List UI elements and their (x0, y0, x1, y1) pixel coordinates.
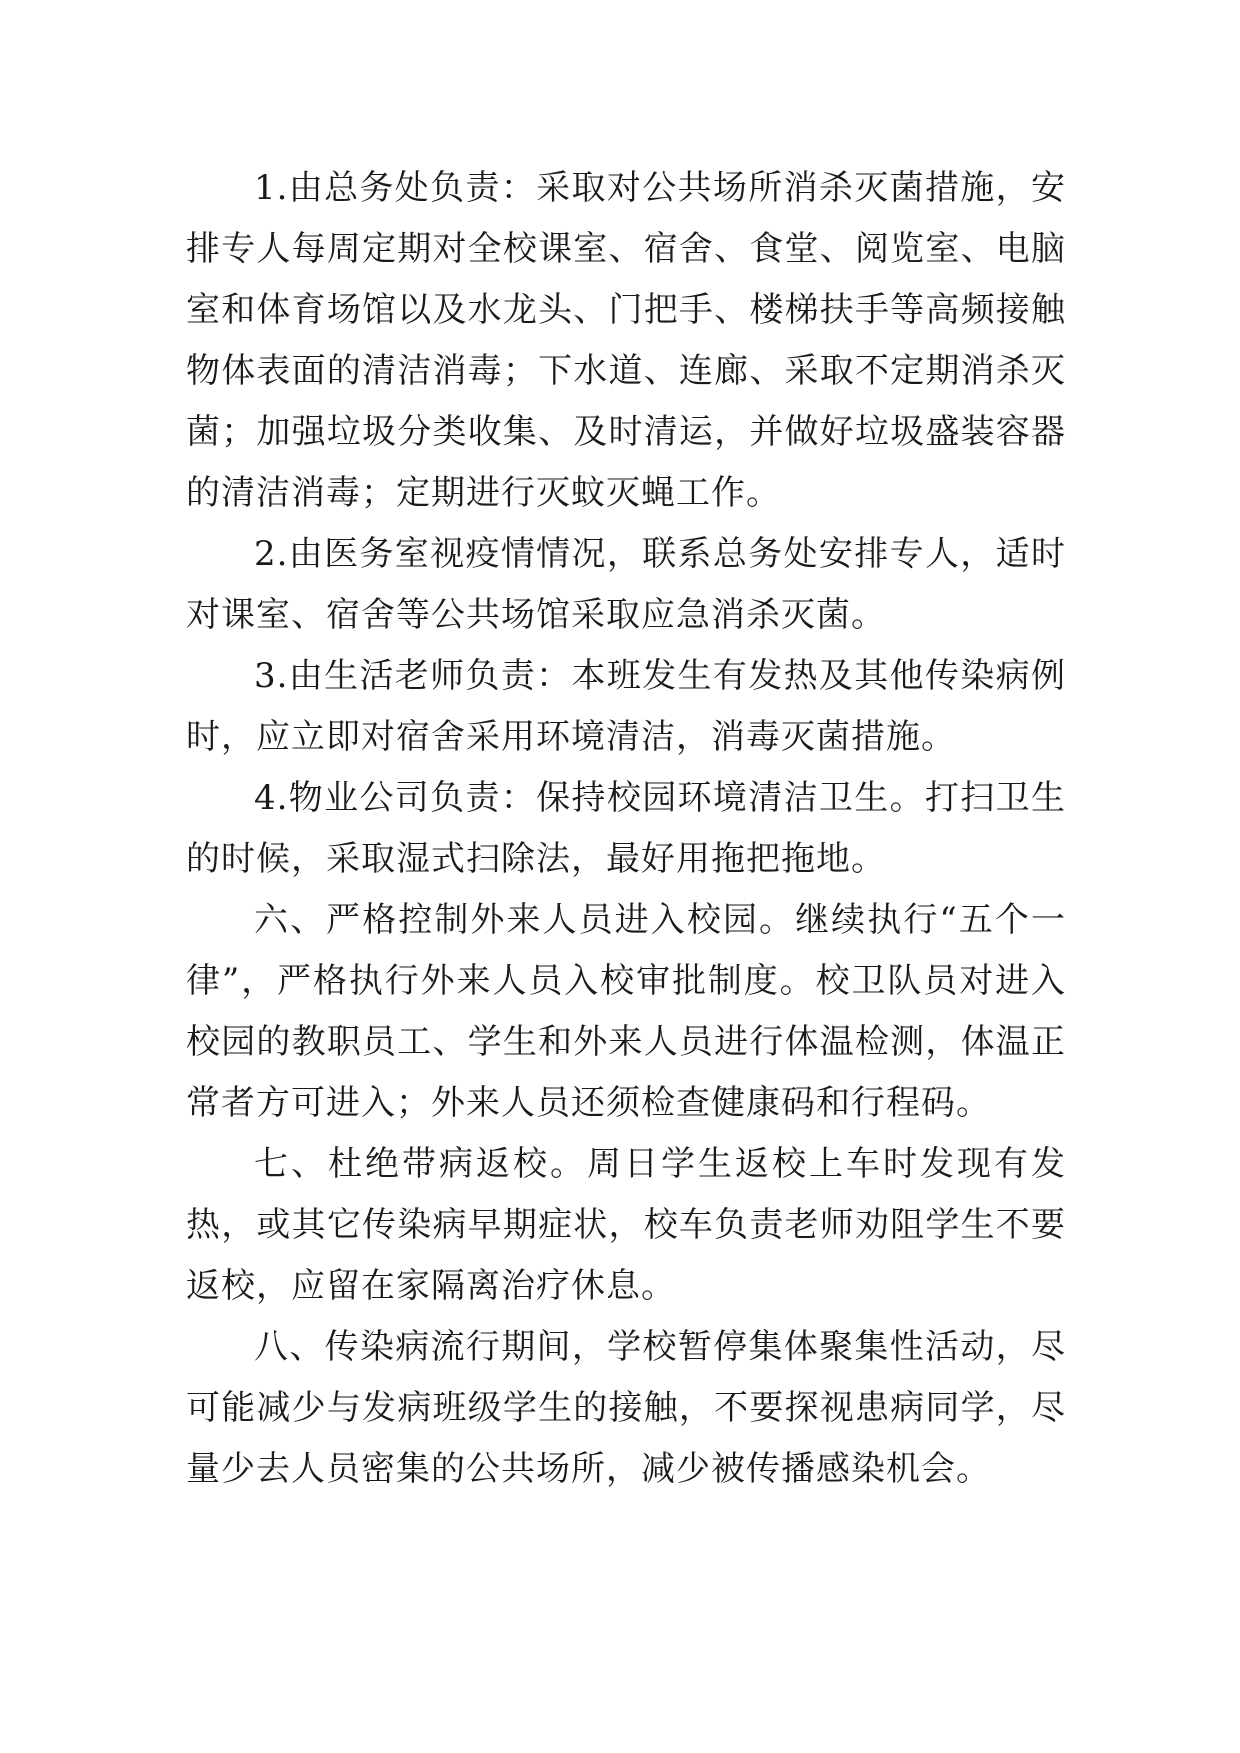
paragraph-item-4: 4.物业公司负责：保持校园环境清洁卫生。打扫卫生的时候，采取湿式扫除法，最好用拖把拖地。 (186, 778, 1066, 879)
paragraph-item-1: 1.由总务处负责：采取对公共场所消杀灭菌措施，安排专人每周定期对全校课室、宿舍、食堂、阅览室、电脑室和体育场馆以及水龙头、门把手、楼梯扶手等高频接触物体表面的清洁消毒；下水道、连廊、采取不定期消杀灭菌；加强垃圾分类收集、及时清运，并做好垃圾盛装容器的清洁消毒；定期进行灭蚊灭蝇工作。 (186, 168, 1066, 513)
paragraph-item-3: 3.由生活老师负责：本班发生有发热及其他传染病例时，应立即对宿舍采用环境清洁，消毒灭菌措施。 (186, 656, 1066, 757)
paragraph-section-7: 七、杜绝带病返校。周日学生返校上车时发现有发热，或其它传染病早期症状，校车负责老师劝阻学生不要返校，应留在家隔离治疗休息。 (186, 1144, 1066, 1306)
document-body (186, 158, 1066, 1500)
paragraph-section-6: 六、严格控制外来人员进入校园。继续执行“五个一律”，严格执行外来人员入校审批制度。校卫队员对进入校园的教职员工、学生和外来人员进行体温检测，体温正常者方可进入；外来人员还须检查健康码和行程码。 (186, 900, 1066, 1123)
paragraph-item-2: 2.由医务室视疫情情况，联系总务处安排专人，适时对课室、宿舍等公共场馆采取应急消杀灭菌。 (186, 534, 1066, 635)
paragraph-section-8: 八、传染病流行期间，学校暂停集体聚集性活动，尽可能减少与发病班级学生的接触，不要探视患病同学，尽量少去人员密集的公共场所，减少被传播感染机会。 (186, 1327, 1066, 1489)
